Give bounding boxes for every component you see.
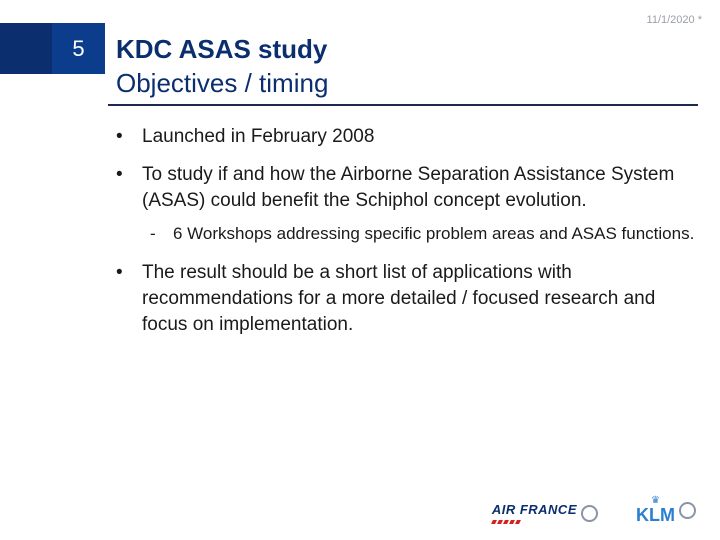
skyteam-icon [581, 505, 598, 522]
sub-bullet-text: 6 Workshops addressing specific problem areas and ASAS functions. [173, 224, 695, 243]
title-divider [108, 104, 698, 106]
air-france-wordmark: AIR FRANCE [491, 502, 577, 517]
bullet-text: The result should be a short list of applications with recommendations for a more detailed / focused research and focus on implementation. [142, 262, 656, 335]
bullet-symbol: • [116, 164, 123, 185]
bullet-text: To study if and how the Airborne Separation Assistance System (ASAS) could benefit the Schiphol concept evolution. [142, 164, 675, 211]
crown-icon: ♛ [651, 495, 660, 506]
slide-number-block [0, 23, 105, 74]
title-block [116, 34, 328, 98]
bullet-item [116, 124, 696, 150]
footer-logos [492, 496, 696, 524]
bullet-symbol: • [116, 126, 123, 147]
slide-subtitle: Objectives / timing [116, 68, 329, 98]
slide-title: KDC ASAS study [116, 34, 328, 64]
slide-date: 11/1/2020 * [646, 14, 702, 26]
slide-number: 5 [52, 23, 105, 74]
sub-bullet-symbol: - [150, 224, 156, 243]
bullet-symbol: • [116, 262, 123, 283]
klm-logo [636, 496, 696, 524]
bullet-item [116, 162, 696, 214]
bullet-item [116, 260, 696, 338]
air-france-stripes [492, 520, 577, 524]
air-france-logo [492, 502, 598, 524]
bullet-text: Launched in February 2008 [142, 126, 375, 147]
skyteam-icon [679, 502, 696, 519]
klm-wordmark: KLM [636, 505, 675, 525]
bullet-list [116, 124, 696, 350]
sub-bullet-item [116, 222, 696, 246]
